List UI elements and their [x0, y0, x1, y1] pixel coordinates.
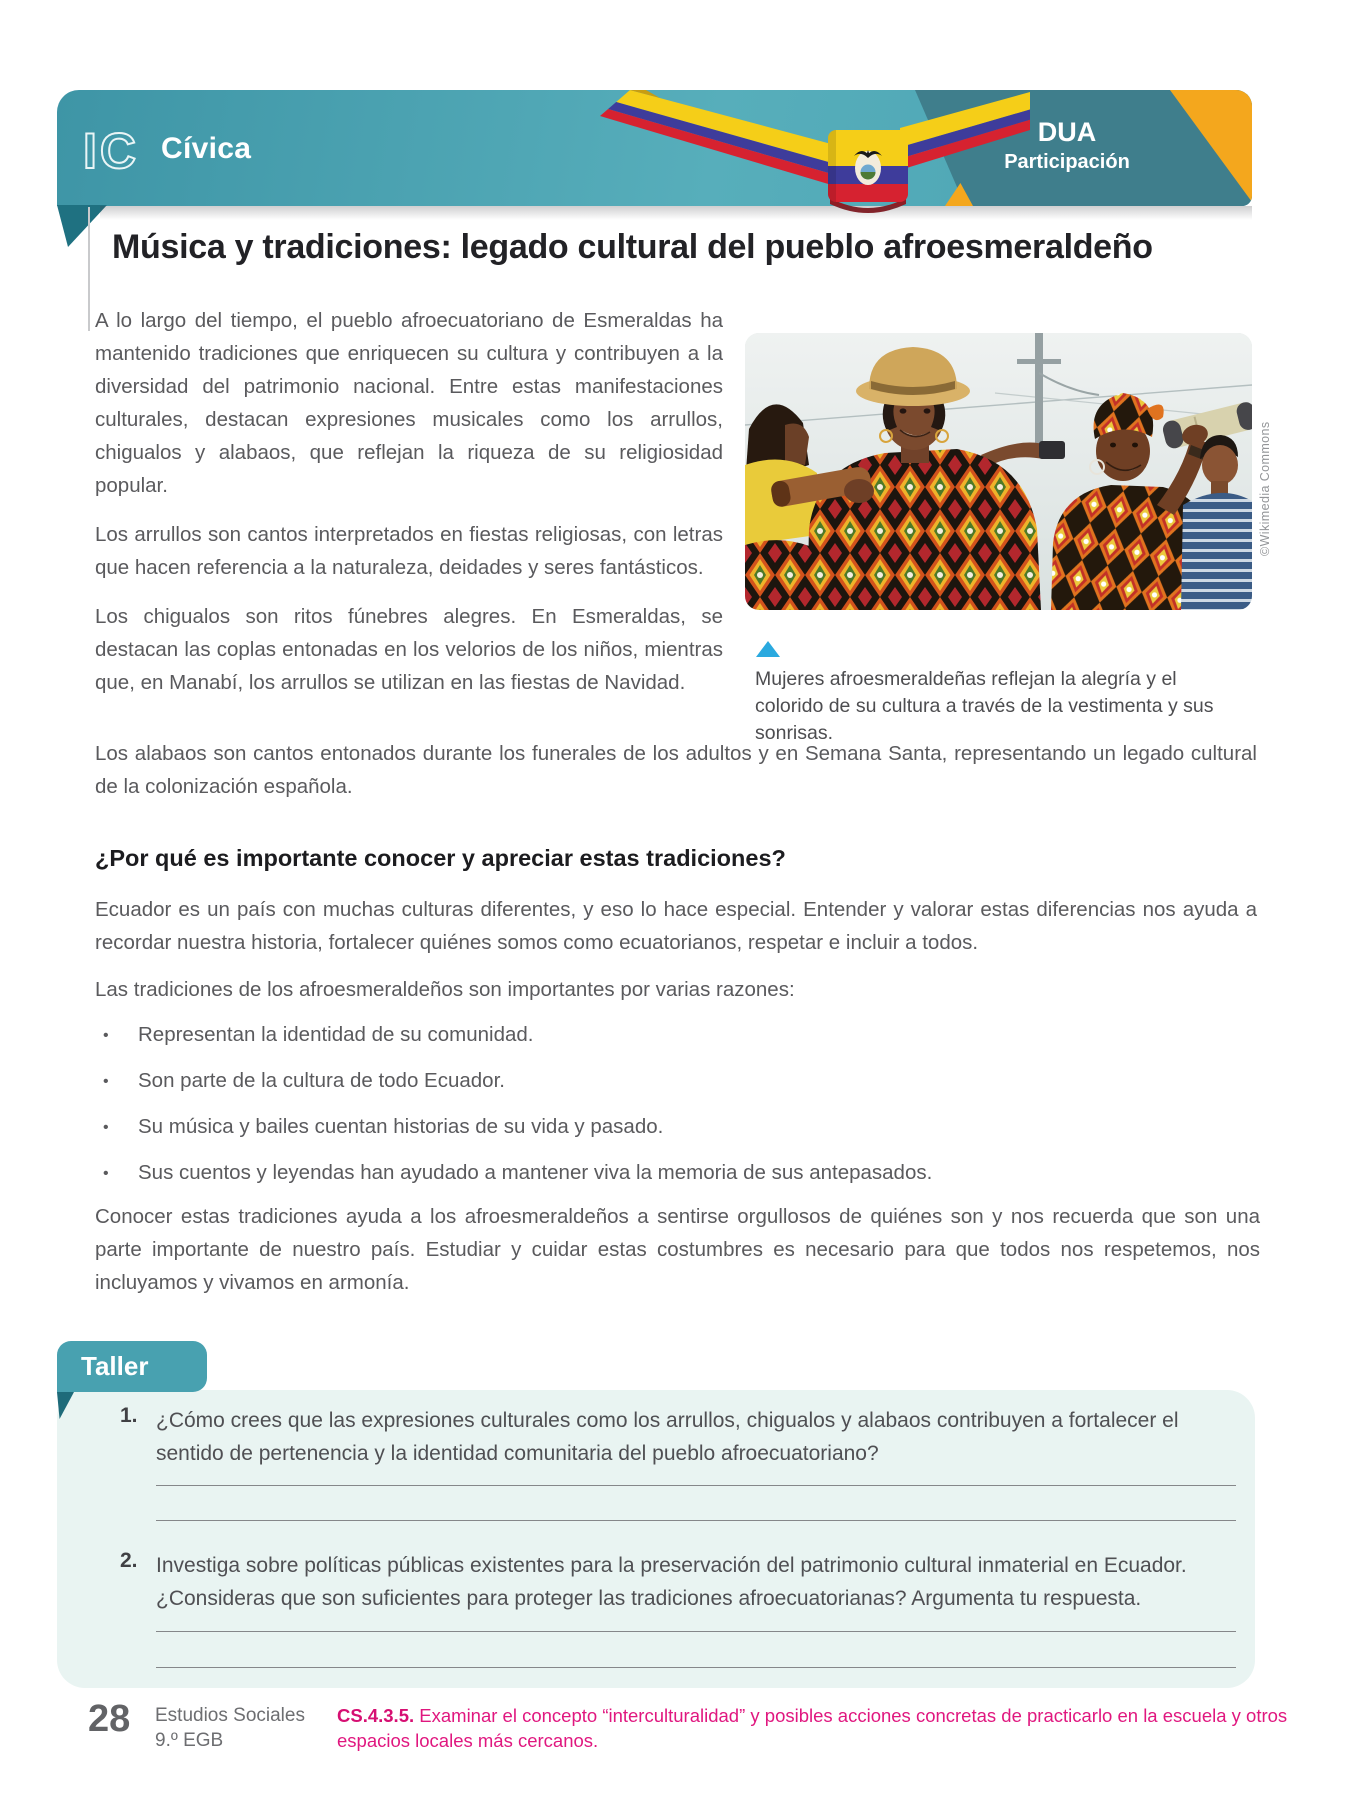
paragraph-chigualos: Los chigualos son ritos fúnebres alegres. En Esmeraldas, se destacan las coplas entonadas en los velorios de los niños, mientras que, en Manabí, los arrullos se utilizan en las fiestas de Navidad. — [95, 605, 723, 694]
page-title: Música y tradiciones: legado cultural del pueblo afroesmeraldeño — [112, 228, 1153, 266]
answer-line[interactable] — [156, 1485, 1236, 1487]
list-item: • Su música y bailes cuentan historias de su vida y pasado. — [100, 1110, 1250, 1143]
ic-logo-icon: IC — [83, 123, 139, 179]
question-2-number: 2. — [120, 1549, 138, 1572]
title-rule — [88, 207, 90, 331]
paragraph-alabaos: Los alabaos son cantos entonados durante los funerales de los adultos y en Semana Santa, representando un legado cultural de la colonización española. — [95, 742, 1257, 798]
paragraph-arrullos: Los arrullos son cantos interpretados en fiestas religiosas, con letras que hacen referencia a la naturaleza, deidades y seres fantásticos. — [95, 523, 723, 579]
course-info — [155, 1703, 305, 1753]
banner-shadow — [100, 206, 1252, 220]
page-number: 28 — [88, 1698, 131, 1740]
taller-tab: Taller — [57, 1341, 207, 1392]
ecuador-flag-icon — [600, 90, 1030, 222]
caption-marker-icon — [756, 641, 780, 657]
course-line1: Estudios Sociales — [155, 1705, 305, 1726]
answer-line[interactable] — [156, 1631, 1236, 1633]
section-subheading: ¿Por qué es importante conocer y apreciar estas tradiciones? — [95, 845, 786, 871]
photo-caption: Mujeres afroesmeraldeñas reflejan la alegría y el colorido de su cultura a través de la vestimenta y sus sonrisas. — [755, 668, 1214, 744]
paragraph-intro-tradiciones: A lo largo del tiempo, el pueblo afroecuatoriano de Esmeraldas ha mantenido tradiciones que enriquecen su cultura y contribuyen a la diversidad del patrimonio nacional. Entre estas manifestaciones culturales, destacan expresiones musicales como los arrullos, chigualos y alabaos, que reflejan la riqueza de su religiosidad popular. — [95, 309, 723, 497]
question-1-text: ¿Cómo crees que las expresiones culturales como los arrullos, chigualos y alabaos contribuyen a fortalecer el sentido de pertenencia y la identidad comunitaria del pueblo afroecuatoriano? — [156, 1409, 1179, 1465]
paragraph-ecuador-culturas: Ecuador es un país con muchas culturas diferentes, y eso lo hace especial. Entender y valorar estas diferencias nos ayuda a recordar nuestra historia, fortalecer quiénes somos como ecuatorianos, respetar e incluir a todos. — [95, 898, 1257, 954]
list-item: • Sus cuentos y leyendas han ayudado a mantener viva la memoria de sus antepasados. — [100, 1156, 1250, 1189]
list-item: • Representan la identidad de su comunidad. — [100, 1018, 1250, 1051]
question-1-number: 1. — [120, 1404, 138, 1427]
course-line2: 9.º EGB — [155, 1730, 224, 1751]
question-2-text: Investiga sobre políticas públicas existentes para la preservación del patrimonio cultural inmaterial en Ecuador. ¿Consideras que son suficientes para proteger las tradiciones afroecuatorianas? Argumenta tu respuesta. — [156, 1554, 1187, 1610]
article-left-column — [95, 304, 723, 715]
photo — [745, 333, 1252, 610]
paragraph-cierre: Conocer estas tradiciones ayuda a los afroesmeraldeños a sentirse orgullosos de quiénes son y nos recuerda que son una parte importante de nuestro país. Estudiar y cuidar estas costumbres es necesario para que todos nos respetemos, nos incluyamos y vivamos en armonía. — [95, 1205, 1260, 1294]
subject-label: Cívica — [161, 132, 252, 165]
reasons-list — [100, 1018, 1250, 1202]
dua-badge-subtitle: Participación — [1004, 150, 1130, 173]
standard-text: Examinar el concepto “interculturalidad” y posibles acciones concretas de practicarlo en la escuela y otros espacios locales más cercanos. — [337, 1705, 1288, 1751]
standard-code: CS.4.3.5. — [337, 1705, 415, 1726]
curriculum-standard — [337, 1703, 1322, 1753]
answer-line[interactable] — [156, 1520, 1236, 1522]
list-item: • Son parte de la cultura de todo Ecuador. — [100, 1064, 1250, 1097]
paragraph-razones: Las tradiciones de los afroesmeraldeños son importantes por varias razones: — [95, 978, 795, 1001]
answer-line[interactable] — [156, 1667, 1236, 1669]
photo-credit: ©Wikimedia Commons — [1258, 421, 1272, 556]
dua-badge-title: DUA — [1037, 117, 1097, 147]
